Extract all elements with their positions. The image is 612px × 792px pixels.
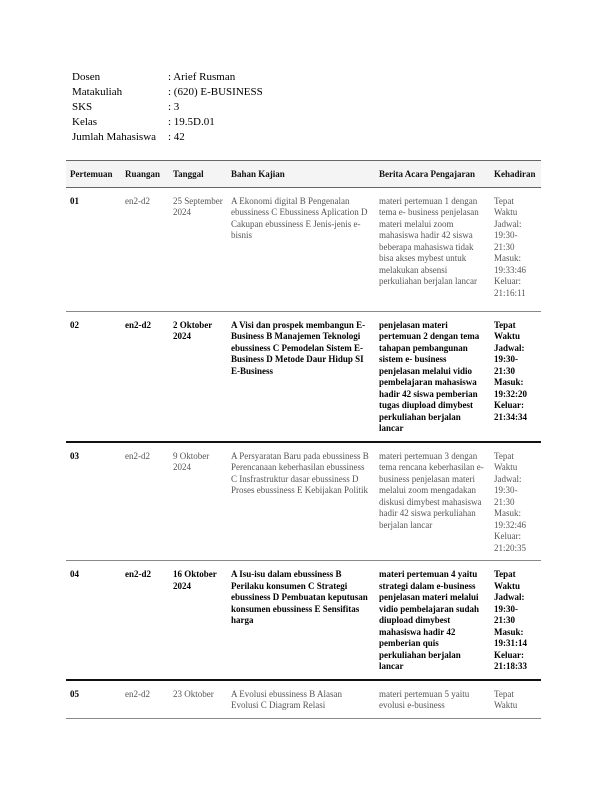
- header-topic: Bahan Kajian: [227, 161, 375, 188]
- room-cell: en2-d2: [121, 680, 169, 719]
- info-value: : Arief Rusman: [168, 71, 236, 83]
- info-label: Jumlah Mahasiswa: [72, 131, 157, 143]
- info-value: : (620) E-BUSINESS: [168, 86, 263, 98]
- attendance-out: Keluar: 21:34:34: [494, 400, 527, 422]
- room-cell: en2-d2: [121, 187, 169, 311]
- header-meeting: Pertemuan: [66, 161, 121, 188]
- meeting-number: 03: [66, 442, 121, 561]
- header-room: Ruangan: [121, 161, 169, 188]
- report-cell: materi pertemuan 4 yaitu strategi dalam e-business penjelasan materi melalui vidio pembelajaran sudah diupload dimybest mahasiswa hadir 42 pemberian quis perkuliahan berjalan lancar: [375, 561, 490, 680]
- attendance-schedule: Jadwal: 19:30-21:30: [494, 473, 522, 507]
- room-cell: en2-d2: [121, 311, 169, 442]
- attendance-cell: [490, 187, 541, 311]
- header-report: Berita Acara Pengajaran: [375, 161, 490, 188]
- info-label: Kelas: [72, 116, 98, 128]
- room-cell: en2-d2: [121, 442, 169, 561]
- attendance-out: Keluar: 21:16:11: [494, 276, 526, 298]
- info-row-students: [72, 130, 263, 145]
- attendance-schedule: Jadwal: 19:30-21:30: [494, 592, 525, 625]
- attendance-schedule: Jadwal: 19:30-21:30: [494, 218, 522, 252]
- meeting-number: 01: [66, 187, 121, 311]
- attendance-status: Tepat Waktu: [494, 450, 518, 472]
- attendance-out: Keluar: 21:20:35: [494, 531, 527, 553]
- report-cell: penjelasan materi pertemuan 2 dengan tema tahapan pembangunan sistem e- business penjelasan melalui vidio pembelajaran mahasiswa hadir 42 siswa pemberian tugas diupload dimybest perkuliahan berjalan lancar: [375, 311, 490, 442]
- info-value: : 42: [168, 131, 185, 143]
- attendance-status: Tepat Waktu: [494, 319, 521, 341]
- report-cell: materi pertemuan 1 dengan tema e- business penjelasan materi melalui zoom mahasiswa hadir 42 siswa beberapa mahasiswa tidak bisa akses mybest untuk melakukan absensi perkuliahan berjalan lancar: [375, 187, 490, 311]
- info-row-credits: [72, 100, 263, 115]
- report-cell: materi pertemuan 5 yaitu evolusi e-business: [375, 680, 490, 719]
- topic-cell: A Visi dan prospek membangun E- Business B Manajemen Teknologi ebussiness C Pemodelan Sistem E- Business D Metode Daur Hidup SI E-Business: [227, 311, 375, 442]
- attendance-in: Masuk: 19:32:20: [494, 377, 527, 399]
- info-row-class: [72, 115, 263, 130]
- attendance-out: Keluar: 21:18:33: [494, 649, 527, 671]
- info-label: Matakuliah: [72, 86, 123, 98]
- header-attendance: Kehadiran: [490, 161, 541, 188]
- attendance-status: Tepat Waktu: [494, 195, 518, 217]
- date-cell: 25 September 2024: [169, 187, 227, 311]
- attendance-status: Tepat Waktu: [494, 688, 518, 710]
- topic-cell: A Persyaratan Baru pada ebussiness B Perencanaan keberhasilan ebussiness C Insfrastruktur dasar ebussiness D Proses ebussiness E Kebijakan Politik: [227, 442, 375, 561]
- info-label: Dosen: [72, 71, 101, 83]
- table-header-row: [66, 161, 541, 188]
- info-row-course: [72, 85, 263, 100]
- info-row-lecturer: [72, 70, 263, 85]
- attendance-in: Masuk: 19:32:46: [494, 508, 527, 530]
- report-cell: materi pertemuan 3 dengan tema rencana keberhasilan e-business penjelasan materi melalui zoom mengadakan diskusi dimybest mahasiswa hadir 42 siswa perkuliahan berjalan lancar: [375, 442, 490, 561]
- date-cell: 9 Oktober 2024: [169, 442, 227, 561]
- topic-cell: A Evolusi ebussiness B Alasan Evolusi C Diagram Relasi: [227, 680, 375, 719]
- attendance-cell: [490, 680, 541, 719]
- date-cell: 16 Oktober 2024: [169, 561, 227, 680]
- topic-cell: A Isu-isu dalam ebussiness B Perilaku konsumen C Strategi ebussiness D Pembuatan keputusan konsumen ebussiness E Sensifitas harga: [227, 561, 375, 680]
- course-info: [72, 70, 263, 145]
- table-row: [66, 187, 541, 311]
- table-row: [66, 680, 541, 719]
- info-label: SKS: [72, 101, 93, 113]
- table-row: [66, 311, 541, 442]
- topic-cell: A Ekonomi digital B Pengenalan ebussiness C Ebussiness Aplication D Cakupan ebussiness E Jenis-jenis e-bisnis: [227, 187, 375, 311]
- meeting-number: 04: [66, 561, 121, 680]
- meeting-number: 05: [66, 680, 121, 719]
- room-cell: en2-d2: [121, 561, 169, 680]
- attendance-cell: [490, 311, 541, 442]
- header-date: Tanggal: [169, 161, 227, 188]
- schedule-table: [66, 160, 541, 719]
- date-cell: 2 Oktober 2024: [169, 311, 227, 442]
- attendance-in: Masuk: 19:33:46: [494, 253, 527, 275]
- attendance-in: Masuk: 19:31:14: [494, 626, 527, 648]
- attendance-cell: [490, 561, 541, 680]
- table-row: [66, 442, 541, 561]
- meeting-number: 02: [66, 311, 121, 442]
- attendance-status: Tepat Waktu: [494, 569, 521, 591]
- date-cell: 23 Oktober: [169, 680, 227, 719]
- info-value: : 3: [168, 101, 180, 113]
- table-row: [66, 561, 541, 680]
- attendance-cell: [490, 442, 541, 561]
- attendance-schedule: Jadwal: 19:30-21:30: [494, 342, 525, 376]
- info-value: : 19.5D.01: [168, 116, 215, 128]
